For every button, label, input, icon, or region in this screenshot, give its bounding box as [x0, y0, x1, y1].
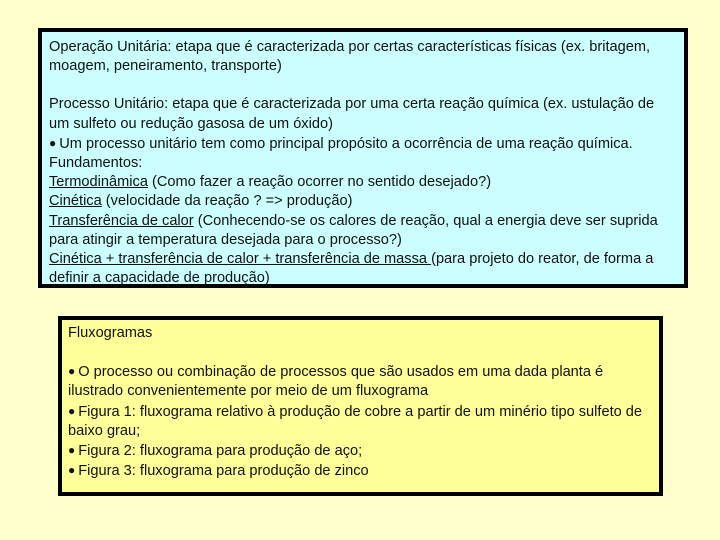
unit-process-term: Processo Unitário: [49, 96, 169, 113]
fundamento-desc: (velocidade da reação ? => produção) [101, 193, 353, 210]
fundamento-desc: (Como fazer a reação ocorrer no sentido desejado?) [147, 174, 492, 191]
bullet-icon: ● [49, 135, 57, 150]
fundamento-term: Transferência de calor [49, 212, 194, 229]
unit-operation-paragraph [49, 38, 678, 76]
flowchart-bullet [68, 402, 653, 441]
unit-operation-definition: etapa que é caracterizada por certas características físicas (ex. britagem, moagem, peneiramento, transporte) [49, 39, 651, 75]
fundamento-item [49, 212, 678, 250]
fundamento-term: Termodinâmica [49, 174, 148, 191]
fundamentos-label: Fundamentos: [49, 155, 143, 172]
fundamento-desc: (para projeto do reator, de forma a definir a capacidade de produção) [49, 251, 654, 287]
bullet-icon: ● [68, 463, 76, 478]
bullet-icon: ● [68, 443, 76, 458]
flowchart-bullet-text: Figura 3: fluxograma para produção de zinco [78, 463, 369, 480]
flowcharts-box [58, 316, 663, 496]
fundamento-item [49, 192, 678, 211]
flowchart-bullet [68, 461, 653, 481]
flowchart-bullet-text: Figura 2: fluxograma para produção de aço; [78, 443, 363, 460]
unit-operation-term: Operação Unitária: [49, 39, 172, 55]
fundamento-desc: (Conhecendo-se os calores de reação, qual a energia deve ser suprida para atingir a temperatura desejada para o processo?) [49, 212, 658, 248]
fundamento-item [49, 173, 678, 192]
bullet-icon: ● [68, 364, 76, 379]
unit-process-paragraph [49, 95, 678, 133]
flowchart-bullet [68, 362, 653, 401]
flowchart-bullet-text: O processo ou combinação de processos que são usados em uma dada planta é ilustrado convenientemente por meio de um fluxograma [68, 364, 604, 400]
purpose-bullet [49, 134, 678, 154]
fundamento-item [49, 250, 678, 288]
fundamento-term: Cinética [49, 193, 102, 210]
flowchart-bullet-text: Figura 1: fluxograma relativo à produção de cobre a partir de um minério tipo sulfeto de baixo grau; [68, 403, 643, 439]
flowchart-bullet [68, 441, 653, 461]
purpose-bullet-text: Um processo unitário tem como principal propósito a ocorrência de uma reação química. [59, 135, 633, 152]
flowcharts-title: Fluxogramas [68, 325, 153, 341]
fundamento-term: Cinética + transferência de calor + transferência de massa [49, 251, 432, 268]
bullet-icon: ● [68, 403, 76, 418]
unit-operations-box [38, 28, 688, 288]
unit-process-definition: etapa que é caracterizada por uma certa reação química (ex. ustulação de um sulfeto ou redução gasosa de um óxido) [49, 96, 655, 132]
